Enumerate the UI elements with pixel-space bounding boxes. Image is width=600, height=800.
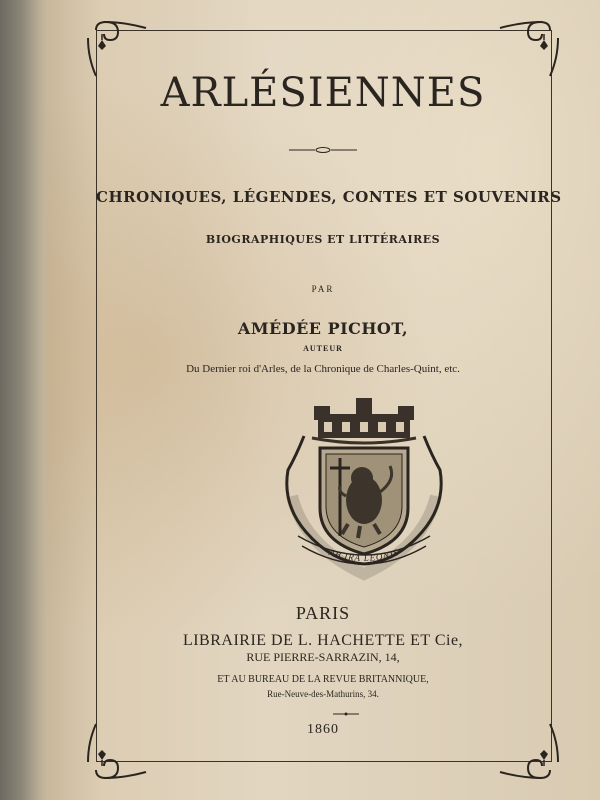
author-works: Du Dernier roi d'Arles, de la Chronique de Charles-Quint, etc.: [186, 363, 460, 375]
book-spine-edge: [0, 0, 52, 800]
imprint-city: PARIS: [295, 603, 351, 623]
imprint-publisher: LIBRAIRIE DE L. HACHETTE ET Cie,: [182, 632, 464, 649]
title-divider-ornament: [289, 146, 357, 154]
imprint-also: ET AU BUREAU DE LA REVUE BRITANNIQUE,: [217, 674, 429, 685]
book-title: ARLÉSIENNES: [160, 70, 486, 116]
author-name: AMÉDÉE PICHOT,: [237, 319, 409, 338]
mural-crown-icon: [312, 398, 416, 443]
author-role: AUTEUR: [303, 344, 343, 353]
publication-year: 1860: [307, 722, 339, 737]
subtitle-secondary: BIOGRAPHIQUES ET LITTÉRAIRES: [205, 233, 441, 246]
subtitle: CHRONIQUES, LÉGENDES, CONTES ET SOUVENIRS: [96, 188, 562, 206]
year-rule-ornament: [333, 711, 359, 717]
by-line: PAR: [311, 284, 335, 294]
title-page: [46, 0, 600, 800]
imprint-street2: Rue-Neuve-des-Mathurins, 34.: [267, 689, 379, 699]
coat-of-arms-icon: [274, 396, 454, 586]
crest-motto: AB IRA LEONIS: [327, 546, 401, 564]
imprint-street: RUE PIERRE-SARRAZIN, 14,: [246, 650, 400, 664]
